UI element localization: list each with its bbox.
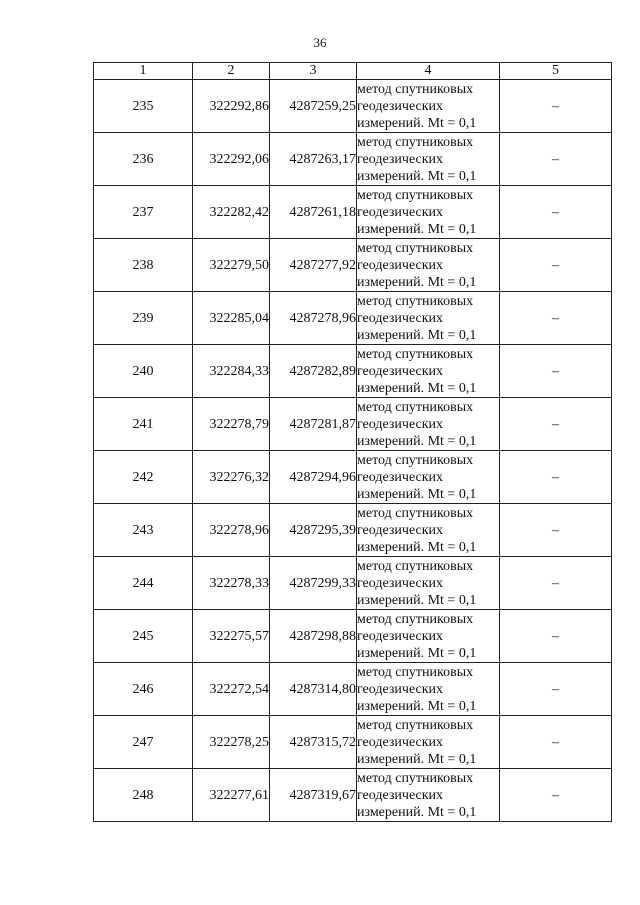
point-number-cell: 246 xyxy=(94,663,193,716)
table-row xyxy=(94,292,612,345)
table-row xyxy=(94,451,612,504)
x-coordinate-cell: 322282,42 xyxy=(193,186,270,239)
point-number-cell: 236 xyxy=(94,133,193,186)
note-cell: – xyxy=(500,716,612,769)
point-number-cell: 241 xyxy=(94,398,193,451)
table-row xyxy=(94,557,612,610)
column-header-1: 1 xyxy=(94,63,193,80)
method-cell: метод спутниковых геодезических измерений. Mt = 0,1 xyxy=(357,239,500,292)
table-row xyxy=(94,133,612,186)
table-row xyxy=(94,398,612,451)
x-coordinate-cell: 322275,57 xyxy=(193,610,270,663)
note-cell: – xyxy=(500,398,612,451)
method-cell: метод спутниковых геодезических измерений. Mt = 0,1 xyxy=(357,292,500,345)
x-coordinate-cell: 322292,86 xyxy=(193,80,270,133)
y-coordinate-cell: 4287299,33 xyxy=(270,557,357,610)
table-body xyxy=(94,80,612,822)
point-number-cell: 248 xyxy=(94,769,193,822)
method-cell: метод спутниковых геодезических измерений. Mt = 0,1 xyxy=(357,186,500,239)
note-cell: – xyxy=(500,80,612,133)
point-number-cell: 240 xyxy=(94,345,193,398)
x-coordinate-cell: 322278,96 xyxy=(193,504,270,557)
method-cell: метод спутниковых геодезических измерений. Mt = 0,1 xyxy=(357,610,500,663)
y-coordinate-cell: 4287295,39 xyxy=(270,504,357,557)
table-row xyxy=(94,716,612,769)
point-number-cell: 247 xyxy=(94,716,193,769)
y-coordinate-cell: 4287278,96 xyxy=(270,292,357,345)
x-coordinate-cell: 322284,33 xyxy=(193,345,270,398)
table-header-row xyxy=(94,63,612,80)
point-number-cell: 242 xyxy=(94,451,193,504)
y-coordinate-cell: 4287294,96 xyxy=(270,451,357,504)
note-cell: – xyxy=(500,557,612,610)
note-cell: – xyxy=(500,345,612,398)
x-coordinate-cell: 322272,54 xyxy=(193,663,270,716)
column-header-4: 4 xyxy=(357,63,500,80)
y-coordinate-cell: 4287282,89 xyxy=(270,345,357,398)
note-cell: – xyxy=(500,610,612,663)
table-row xyxy=(94,80,612,133)
note-cell: – xyxy=(500,769,612,822)
method-cell: метод спутниковых геодезических измерений. Mt = 0,1 xyxy=(357,769,500,822)
note-cell: – xyxy=(500,186,612,239)
column-header-2: 2 xyxy=(193,63,270,80)
table-row xyxy=(94,345,612,398)
note-cell: – xyxy=(500,133,612,186)
x-coordinate-cell: 322277,61 xyxy=(193,769,270,822)
point-number-cell: 239 xyxy=(94,292,193,345)
table-row xyxy=(94,239,612,292)
y-coordinate-cell: 4287319,67 xyxy=(270,769,357,822)
method-cell: метод спутниковых геодезических измерений. Mt = 0,1 xyxy=(357,504,500,557)
method-cell: метод спутниковых геодезических измерений. Mt = 0,1 xyxy=(357,716,500,769)
y-coordinate-cell: 4287298,88 xyxy=(270,610,357,663)
table-row xyxy=(94,504,612,557)
y-coordinate-cell: 4287263,17 xyxy=(270,133,357,186)
point-number-cell: 235 xyxy=(94,80,193,133)
coordinates-table xyxy=(93,62,612,822)
x-coordinate-cell: 322278,33 xyxy=(193,557,270,610)
point-number-cell: 238 xyxy=(94,239,193,292)
point-number-cell: 245 xyxy=(94,610,193,663)
method-cell: метод спутниковых геодезических измерений. Mt = 0,1 xyxy=(357,451,500,504)
y-coordinate-cell: 4287261,18 xyxy=(270,186,357,239)
table-row xyxy=(94,769,612,822)
table-row xyxy=(94,186,612,239)
note-cell: – xyxy=(500,663,612,716)
point-number-cell: 243 xyxy=(94,504,193,557)
method-cell: метод спутниковых геодезических измерений. Mt = 0,1 xyxy=(357,663,500,716)
note-cell: – xyxy=(500,504,612,557)
y-coordinate-cell: 4287314,80 xyxy=(270,663,357,716)
method-cell: метод спутниковых геодезических измерений. Mt = 0,1 xyxy=(357,345,500,398)
column-header-3: 3 xyxy=(270,63,357,80)
note-cell: – xyxy=(500,451,612,504)
y-coordinate-cell: 4287315,72 xyxy=(270,716,357,769)
table-row xyxy=(94,610,612,663)
method-cell: метод спутниковых геодезических измерений. Mt = 0,1 xyxy=(357,80,500,133)
x-coordinate-cell: 322292,06 xyxy=(193,133,270,186)
method-cell: метод спутниковых геодезических измерений. Mt = 0,1 xyxy=(357,398,500,451)
x-coordinate-cell: 322276,32 xyxy=(193,451,270,504)
x-coordinate-cell: 322285,04 xyxy=(193,292,270,345)
y-coordinate-cell: 4287281,87 xyxy=(270,398,357,451)
note-cell: – xyxy=(500,292,612,345)
column-header-5: 5 xyxy=(500,63,612,80)
point-number-cell: 237 xyxy=(94,186,193,239)
page-number: 36 xyxy=(313,35,327,50)
method-cell: метод спутниковых геодезических измерений. Mt = 0,1 xyxy=(357,557,500,610)
y-coordinate-cell: 4287259,25 xyxy=(270,80,357,133)
table-row xyxy=(94,663,612,716)
method-cell: метод спутниковых геодезических измерений. Mt = 0,1 xyxy=(357,133,500,186)
point-number-cell: 244 xyxy=(94,557,193,610)
note-cell: – xyxy=(500,239,612,292)
y-coordinate-cell: 4287277,92 xyxy=(270,239,357,292)
x-coordinate-cell: 322279,50 xyxy=(193,239,270,292)
x-coordinate-cell: 322278,79 xyxy=(193,398,270,451)
x-coordinate-cell: 322278,25 xyxy=(193,716,270,769)
